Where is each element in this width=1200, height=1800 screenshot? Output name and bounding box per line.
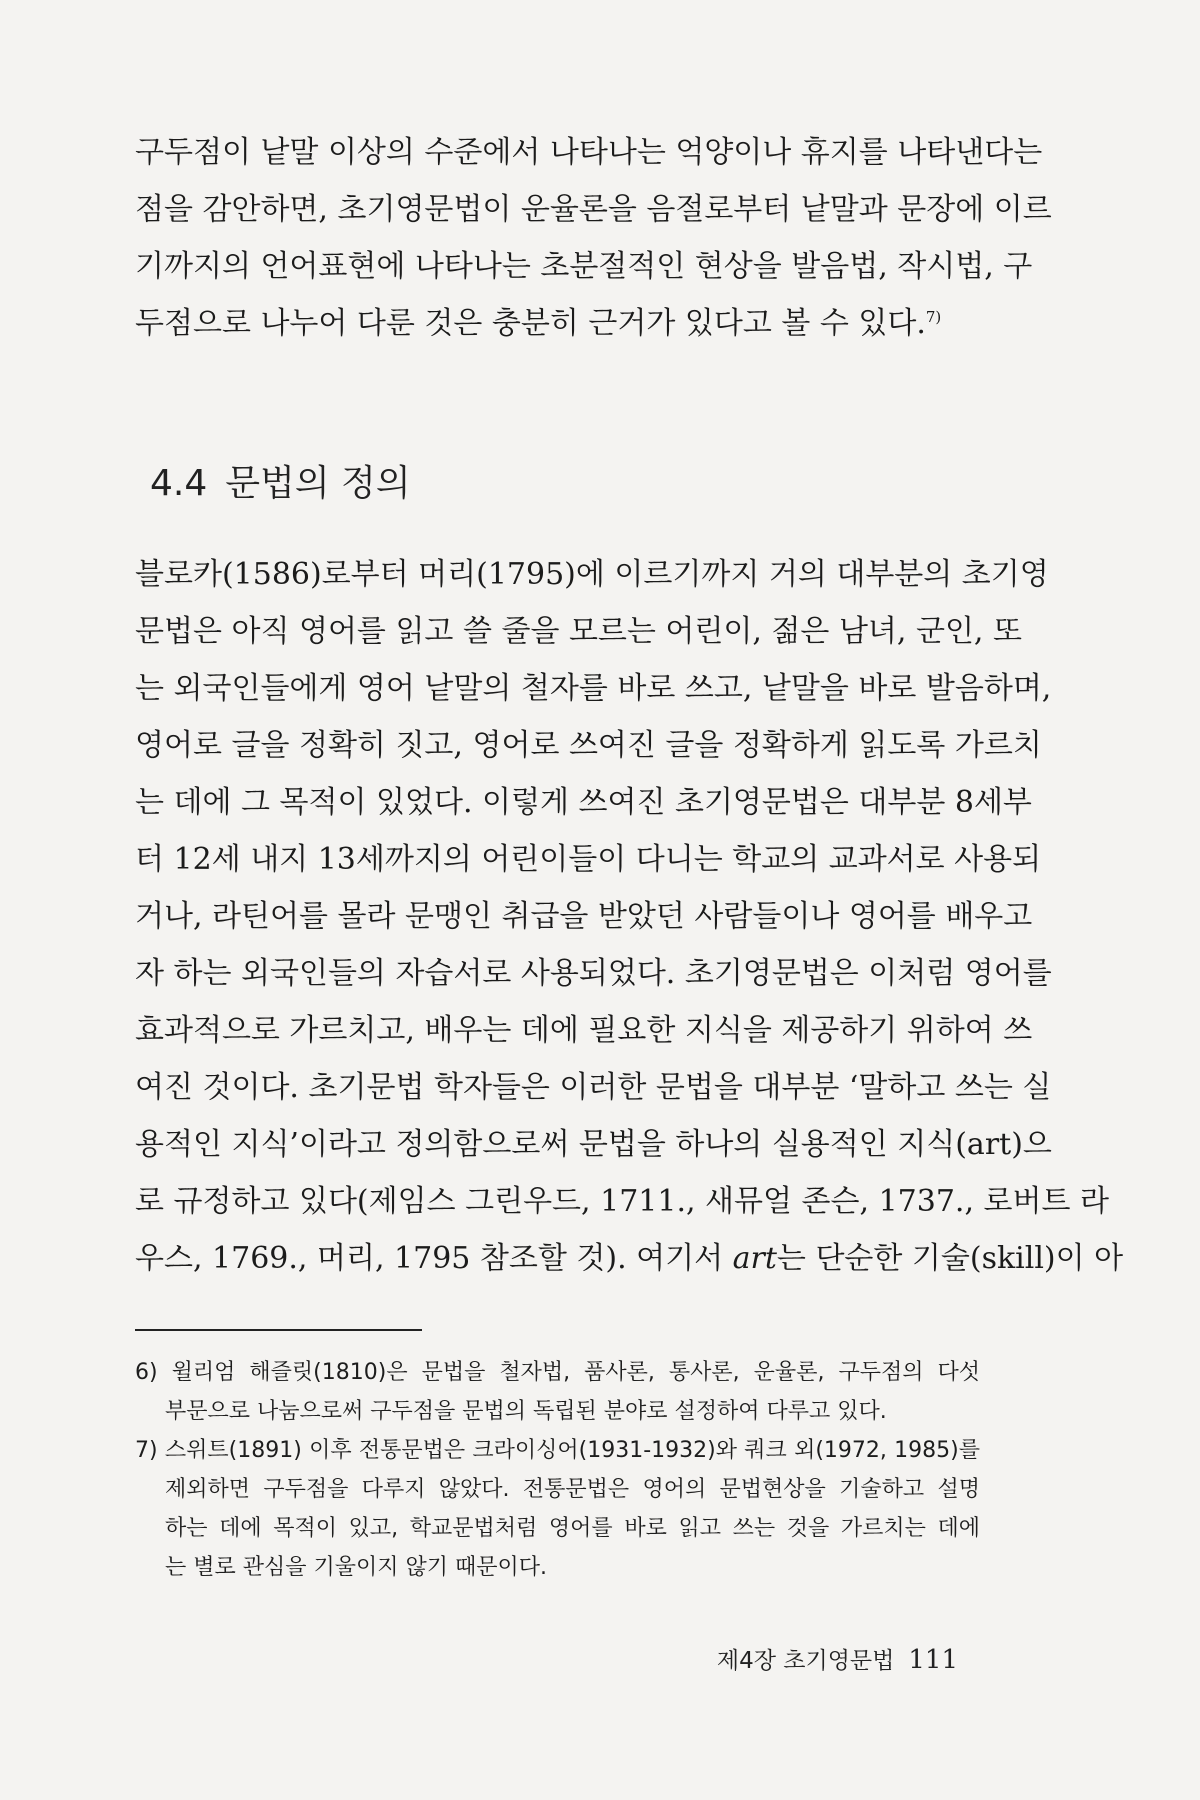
- footnote-text: 스위트(1891) 이후 전통문법은 크라이싱어(1931-1932)와 쿼크 외(1972, 1985)를: [164, 1438, 981, 1463]
- chapter-label: 제4장 초기영문법: [716, 1648, 895, 1674]
- section-number: 4.4: [150, 463, 208, 504]
- paragraph-line: 는 데에 그 목적이 있었다. 이렇게 쓰여진 초기영문법은 대부분 8세부: [135, 785, 1032, 820]
- paragraph-line: 용적인 지식’이라고 정의함으로써 문법을 하나의 실용적인 지식(art)으: [135, 1127, 1052, 1162]
- paragraph-line: 효과적으로 가르치고, 배우는 데에 필요한 지식을 제공하기 위하여 쓰: [135, 1013, 1033, 1048]
- footnote-divider: [135, 1329, 422, 1331]
- footnote-line: [135, 1358, 980, 1388]
- paragraph-line: 블로카(1586)로부터 머리(1795)에 이르기까지 거의 대부분의 초기영: [135, 557, 1049, 592]
- paragraph-line: 문법은 아직 영어를 읽고 쓸 줄을 모르는 어린이, 젊은 남녀, 군인, 또: [135, 614, 1022, 649]
- paragraph-line: 거나, 라틴어를 몰라 문맹인 취급을 받았던 사람들이나 영어를 배우고: [135, 899, 1033, 934]
- section-title: 문법의 정의: [225, 463, 411, 504]
- footnote-line: 는 별로 관심을 기울이지 않기 때문이다.: [165, 1555, 547, 1580]
- running-footer: [717, 1645, 958, 1676]
- page-number: 111: [908, 1645, 958, 1675]
- paragraph-text: 두점으로 나누어 다룬 것은 충분히 근거가 있다고 볼 수 있다.: [135, 306, 926, 341]
- paragraph-text: 우스, 1769., 머리, 1795 참조할 것). 여기서: [135, 1241, 733, 1276]
- italic-term: art: [732, 1241, 777, 1276]
- paragraph-line: [135, 1239, 1124, 1279]
- paragraph-line: 여진 것이다. 초기문법 학자들은 이러한 문법을 대부분 ‘말하고 쓰는 실: [135, 1070, 1052, 1105]
- section-heading: [150, 462, 411, 506]
- footnote-line: [135, 1436, 980, 1466]
- footnote-line: 하는 데에 목적이 있고, 학교문법처럼 영어를 바로 읽고 쓰는 것을 가르치는 데에: [165, 1516, 980, 1541]
- paragraph-line: [135, 304, 980, 344]
- footnote-label: 6): [135, 1360, 158, 1385]
- paragraph-line: 기까지의 언어표현에 나타나는 초분절적인 현상을 발음법, 작시법, 구: [135, 249, 1033, 284]
- paragraph-line: 로 규정하고 있다(제임스 그린우드, 1711., 새뮤얼 존슨, 1737., 로버트 라: [135, 1184, 1109, 1219]
- paragraph-line: 점을 감안하면, 초기영문법이 운율론을 음절로부터 낱말과 문장에 이르: [135, 192, 1052, 227]
- footnote-reference: 7): [925, 308, 942, 326]
- footnote-line: 제외하면 구두점을 다루지 않았다. 전통문법은 영어의 문법현상을 기술하고 설명: [165, 1477, 980, 1502]
- paragraph-line: 구두점이 낱말 이상의 수준에서 나타나는 억양이나 휴지를 나타낸다는: [135, 135, 1043, 170]
- paragraph-line: 영어로 글을 정확히 짓고, 영어로 쓰여진 글을 정확하게 읽도록 가르치: [135, 728, 1042, 763]
- paragraph-line: 는 외국인들에게 영어 낱말의 철자를 바로 쓰고, 낱말을 바로 발음하며,: [135, 671, 1052, 706]
- footnote-label: 7): [135, 1438, 158, 1463]
- paragraph-line: 터 12세 내지 13세까지의 어린이들이 다니는 학교의 교과서로 사용되: [135, 842, 1042, 877]
- footnote-text: 윌리엄 해즐릿(1810)은 문법을 철자법, 품사론, 통사론, 운율론, 구두점의 다섯: [171, 1360, 980, 1385]
- paragraph-text: 는 단순한 기술(skill)이 아: [776, 1241, 1124, 1276]
- paragraph-line: 자 하는 외국인들의 자습서로 사용되었다. 초기영문법은 이처럼 영어를: [135, 956, 1052, 991]
- footnote-line: 부문으로 나눔으로써 구두점을 문법의 독립된 분야로 설정하여 다루고 있다.: [165, 1399, 887, 1424]
